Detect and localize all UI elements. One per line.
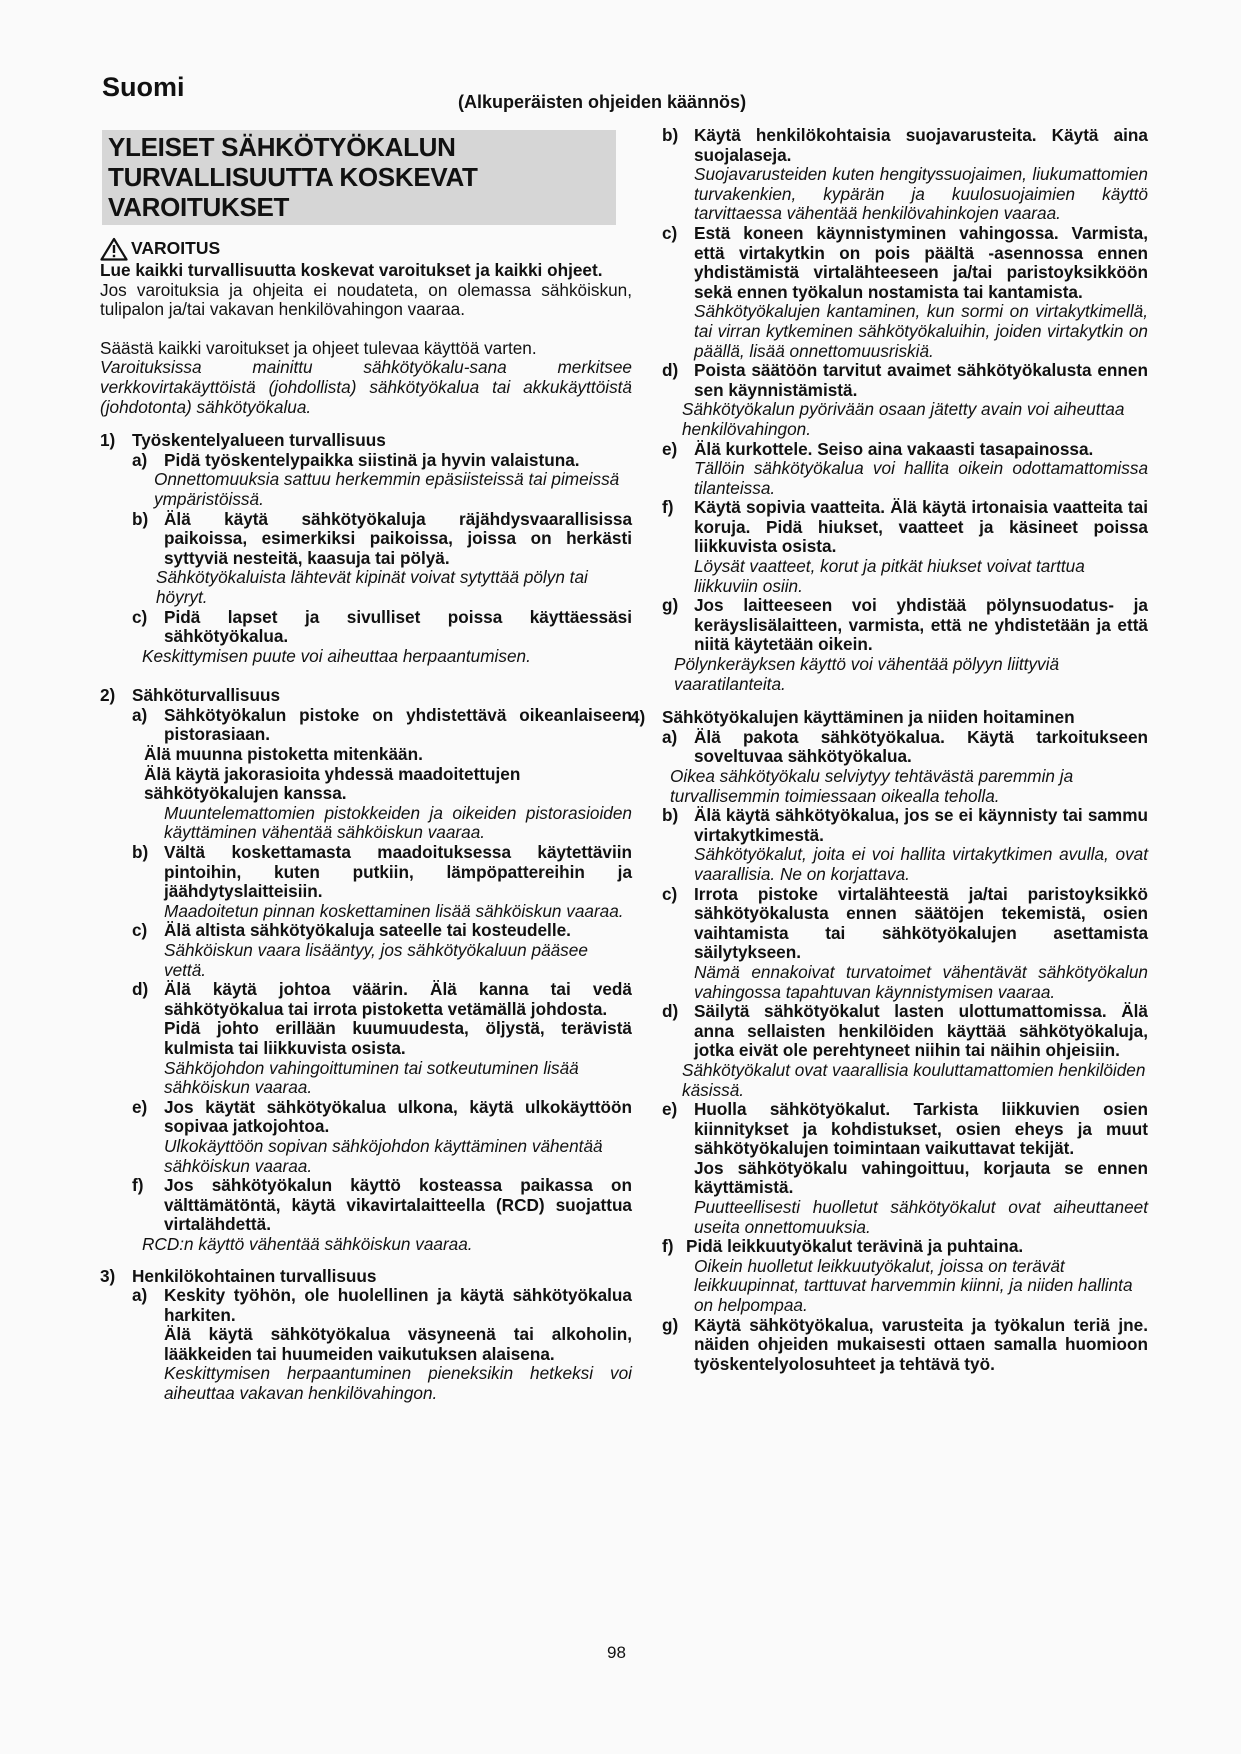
section-title: Työskentelyalueen turvallisuus [132, 430, 386, 451]
item-label: b) [662, 125, 679, 145]
item-instruction: Jos sähkötyökalun käyttö kosteassa paikassa on välttämätöntä, käytä vikavirtalaitteella (RCD) suojattua virtalähdettä. [164, 1175, 632, 1235]
item-instruction: Poista säätöön tarvitut avaimet sähkötyökalusta ennen sen käynnistämistä. [694, 360, 1148, 400]
warning-save: Säästä kaikki varoitukset ja ohjeet tulevaa käyttöä varten. [100, 337, 537, 358]
item-label: f) [662, 497, 674, 518]
item-explanation: Muuntelemattomien pistokkeiden ja oikeiden pistorasioiden käyttäminen vähentää sähköiskun vaaraa. [164, 802, 632, 843]
item-instruction: Älä käytä johtoa väärin. Älä kanna tai vedä sähkötyökalua tai irrota pistoketta vetämällä johdosta. [164, 979, 632, 1019]
item-label: a) [132, 449, 148, 470]
warning-lead-bold: Lue kaikki turvallisuutta koskevat varoitukset ja kaikki ohjeet. [100, 260, 603, 280]
item-explanation: Oikein huolletut leikkuutyökalut, joissa on terävät leikkuupinnat, tarttuvat harvemmin kiinni, ja niiden hallinta on helpompaa. [694, 1255, 1133, 1316]
item-instruction: Käytä sähkötyökalua, varusteita ja työkalun teriä jne. näiden ohjeiden mukaisesti ottaen samalla huomioon työskentelyolosuhteet ja tehtävä työ. [694, 1314, 1148, 1374]
section-2-heading [100, 686, 632, 706]
list-item [662, 361, 1148, 439]
item-explanation: Maadoitetun pinnan koskettaminen lisää sähköiskun vaaraa. [164, 900, 624, 921]
list-item [662, 224, 1148, 361]
item-label: e) [132, 1096, 148, 1117]
item-label: a) [662, 726, 678, 747]
section-3-items [100, 1286, 632, 1404]
item-explanation: Sähkötyökalut ovat vaarallisia kouluttamattomien henkilöiden käsissä. [682, 1059, 1146, 1100]
banner-line-1: YLEISET SÄHKÖTYÖKALUN [108, 132, 456, 162]
list-item [132, 1286, 632, 1404]
item-instruction-2: Jos sähkötyökalu vahingoittuu, korjauta se ennen käyttämistä. [694, 1157, 1148, 1198]
item-explanation: Sähkötyökalut, joita ei voi hallita virtakytkimen avulla, ovat vaarallisia. Ne on korjattava. [694, 844, 1148, 884]
item-instruction: Pidä lapset ja sivulliset poissa käyttäessäsi sähkötyökalua. [164, 606, 632, 647]
section-number: 4) [630, 707, 646, 728]
item-instruction-2: Älä muunna pistoketta mitenkään. [144, 744, 423, 765]
item-instruction: Jos käytät sähkötyökalua ulkona, käytä ulkokäyttöön sopivaa jatkojohtoa. [164, 1096, 632, 1137]
item-instruction: Käytä sopivia vaatteita. Älä käytä irtonaisia vaatteita tai koruja. Pidä hiukset, vaatteet ja käsineet poissa liikkuvista osista. [694, 497, 1148, 557]
left-column [100, 130, 632, 1404]
item-instruction: Estä koneen käynnistyminen vahingossa. Varmista, että virtakytkin on pois päältä -asennossa ennen yhdistämistä virtalähteeseen ja/tai paristoyksikköön sekä ennen työkalun nostamista tai kantamista. [694, 222, 1148, 302]
page-subtitle: (Alkuperäisten ohjeiden käännös) [458, 92, 747, 112]
list-item [132, 510, 632, 608]
section-title: Sähköturvallisuus [132, 685, 281, 706]
section-title: Sähkötyökalujen käyttäminen ja niiden hoitaminen [662, 707, 1075, 728]
item-instruction: Pidä työskentelypaikka siistinä ja hyvin valaistuna. [164, 449, 580, 470]
list-item [662, 126, 1148, 224]
list-item [662, 1316, 1148, 1375]
item-explanation: Tällöin sähkötyökalua voi hallita oikein odottamattomissa tilanteissa. [694, 458, 1148, 498]
item-explanation: Oikea sähkötyökalu selviytyy tehtävästä paremmin ja turvallisemmin toimiessaan oikealla teholla. [670, 766, 1074, 806]
list-item [132, 608, 632, 667]
list-item [132, 451, 632, 510]
item-instruction: Älä kurkottele. Seiso aina vakaasti tasapainossa. [694, 438, 1094, 459]
item-label: g) [662, 595, 679, 616]
section-2-items [100, 706, 632, 1255]
list-item [132, 843, 632, 921]
item-explanation: Sähkötyökaluista lähtevät kipinät voivat sytyttää pölyn tai höyryt. [156, 567, 588, 607]
item-instruction: Jos laitteeseen voi yhdistää pölynsuodatus- ja keräyslisälaitteen, varmista, että ne yhdistetään ja että niitä käytetään oikein. [694, 595, 1148, 655]
list-item [662, 596, 1148, 694]
item-explanation: Keskittymisen herpaantuminen pieneksikin hetkeksi voi aiheuttaa vakavan henkilövahingon. [164, 1363, 632, 1404]
list-item [132, 706, 632, 843]
item-instruction: Huolla sähkötyökalut. Tarkista liikkuvien osien kiinnitykset ja kohdistukset, osien eheys ja muut sähkötyökalujen toimintaan vaikuttavat tekijät. [694, 1099, 1148, 1159]
section-title: Henkilökohtainen turvallisuus [132, 1265, 377, 1286]
list-item [662, 806, 1148, 884]
language-title: Suomi [102, 72, 185, 102]
item-instruction: Älä pakota sähkötyökalua. Käytä tarkoitukseen soveltuvaa sähkötyökalua. [694, 726, 1148, 767]
section-banner [102, 130, 616, 225]
item-label: c) [662, 222, 678, 243]
item-label: f) [662, 1236, 674, 1257]
item-label: b) [662, 805, 679, 826]
list-item [662, 728, 1148, 806]
item-label: f) [132, 1175, 144, 1196]
item-label: b) [132, 842, 149, 863]
item-label: b) [132, 508, 149, 529]
list-item [662, 1002, 1148, 1100]
section-3-heading [100, 1267, 632, 1287]
item-instruction: Sähkötyökalun pistoke on yhdistettävä oikeanlaiseen pistorasiaan. [164, 704, 632, 745]
section-4-heading [630, 708, 1148, 728]
warning-definition: Varoituksissa mainittu sähkötyökalu-sana merkitsee verkkovirtakäyttöistä (johdollista) sähkötyökalua tai akkukäyttöistä (johdotonta) sähkötyökalua. [100, 357, 632, 417]
item-explanation: RCD:n käyttö vähentää sähköiskun vaaraa. [142, 1233, 473, 1254]
list-item [132, 921, 632, 980]
list-item [132, 1176, 632, 1254]
item-explanation: Sähkötyökalujen kantaminen, kun sormi on virtakytkimellä, tai virran kytkeminen sähkötyökaluihin, joiden virtakytkin on päällä, lisää onnettomuusriskiä. [694, 301, 1148, 361]
section-number: 3) [100, 1265, 116, 1286]
item-instruction: Irrota pistoke virtalähteestä ja/tai paristoyksikkö sähkötyökalusta ennen säätöjen tekemistä, osien vaihtamista tai sähkötyökalujen asettamista säilytykseen. [694, 883, 1148, 963]
item-explanation: Sähkötyökalun pyörivään osaan jätetty avain voi aiheuttaa henkilövahingon. [682, 399, 1125, 439]
section-1-items [100, 451, 632, 667]
list-item [662, 440, 1148, 499]
page-number: 98 [607, 1643, 626, 1662]
item-label: g) [662, 1314, 679, 1335]
item-instruction: Älä altista sähkötyökaluja sateelle tai kosteudelle. [164, 920, 571, 941]
item-label: a) [132, 704, 148, 725]
item-explanation: Keskittymisen puute voi aiheuttaa herpaantumisen. [142, 645, 531, 666]
banner-line-2: TURVALLISUUTTA KOSKEVAT [108, 162, 478, 192]
item-explanation: Löysät vaatteet, korut ja pitkät hiukset voivat tarttua liikkuviin osiin. [694, 556, 1085, 596]
warning-triangle-icon [100, 237, 128, 261]
item-label: c) [132, 920, 148, 941]
warning-heading [100, 237, 632, 261]
item-label: e) [662, 438, 678, 459]
item-label: c) [662, 883, 678, 904]
item-label: d) [662, 360, 679, 381]
list-item [132, 980, 632, 1098]
item-explanation: Sähköjohdon vahingoittuminen tai sotkeutuminen lisää sähköiskun vaaraa. [164, 1057, 579, 1098]
list-item [662, 1237, 1148, 1315]
list-item [132, 1098, 632, 1176]
item-instruction: Käytä henkilökohtaisia suojavarusteita. Käytä aina suojalaseja. [694, 125, 1148, 165]
item-instruction-2: Pidä johto erillään kuumuudesta, öljystä, terävistä kulmista tai liikkuvista osista. [164, 1018, 632, 1058]
item-explanation: Ulkokäyttöön sopivan sähköjohdon käyttäminen vähentää sähköiskun vaaraa. [164, 1135, 603, 1176]
banner-line-3: VAROITUKSET [108, 192, 290, 222]
item-instruction-3: Älä käytä jakorasioita yhdessä maadoitettujen sähkötyökalujen kanssa. [144, 763, 521, 804]
item-instruction: Pidä leikkuutyökalut terävinä ja puhtaina. [686, 1236, 1024, 1257]
item-label: e) [662, 1099, 678, 1120]
section-number: 2) [100, 685, 116, 706]
item-instruction-2: Älä käytä sähkötyökalua väsyneenä tai alkoholin, lääkkeiden tai huumeiden vaikutuksen alaisena. [164, 1324, 632, 1364]
item-explanation: Pölynkeräyksen käyttö voi vähentää pölyyn liittyviä vaaratilanteita. [674, 654, 1060, 694]
item-explanation: Suojavarusteiden kuten hengityssuojaimen, liukumattomien turvakenkien, kypärän ja kuulosuojaimien käyttö tarvittaessa vähentää henkilövahinkojen vaaraa. [694, 164, 1148, 224]
item-instruction: Älä käytä sähkötyökalua, jos se ei käynnisty tai sammu virtakytkimestä. [694, 805, 1148, 845]
item-label: c) [132, 606, 148, 627]
item-instruction: Vältä koskettamasta maadoituksessa käytettäviin pintoihin, kuten putkiin, lämpöpattereihin ja jäähdytyslaitteisiin. [164, 842, 632, 902]
item-explanation: Puutteellisesti huolletut sähkötyökalut ovat aiheuttaneet useita onnettomuuksia. [694, 1197, 1148, 1237]
item-instruction: Älä käytä sähkötyökaluja räjähdysvaarallisissa paikoissa, esimerkiksi paikoissa, joissa on herkästi syttyviä nesteitä, kaasuja tai pölyä. [164, 508, 632, 568]
item-explanation: Onnettomuuksia sattuu herkemmin epäsiisteissä tai pimeissä ympäristöissä. [154, 469, 620, 509]
list-item [662, 498, 1148, 596]
item-label: a) [132, 1285, 148, 1306]
item-explanation: Nämä ennakoivat turvatoimet vähentävät sähkötyökalun vahingossa tapahtuvan käynnistymisen vaaraa. [694, 961, 1148, 1002]
section-1-heading [100, 431, 632, 451]
item-instruction: Säilytä sähkötyökalut lasten ulottumattomissa. Älä anna sellaisten henkilöiden käyttää sähkötyökaluja, jotka eivät ole perehtyneet niihin tai näihin ohjeisiin. [694, 1001, 1148, 1061]
section-number: 1) [100, 430, 116, 451]
item-explanation: Sähköiskun vaara lisääntyy, jos sähkötyökaluun pääsee vettä. [164, 940, 588, 980]
warning-label: VAROITUS [131, 238, 221, 259]
item-label: d) [132, 979, 149, 1000]
warning-lead: Jos varoituksia ja ohjeita ei noudateta, on olemassa sähköiskun, tulipalon ja/tai vakavan henkilövahingon vaaraa. [100, 279, 632, 320]
right-column [630, 125, 1148, 1374]
list-item [662, 885, 1148, 1003]
item-label: d) [662, 1001, 679, 1022]
list-item [662, 1100, 1148, 1237]
item-instruction: Keskity työhön, ole huolellinen ja käytä sähkötyökalua harkiten. [164, 1285, 632, 1325]
